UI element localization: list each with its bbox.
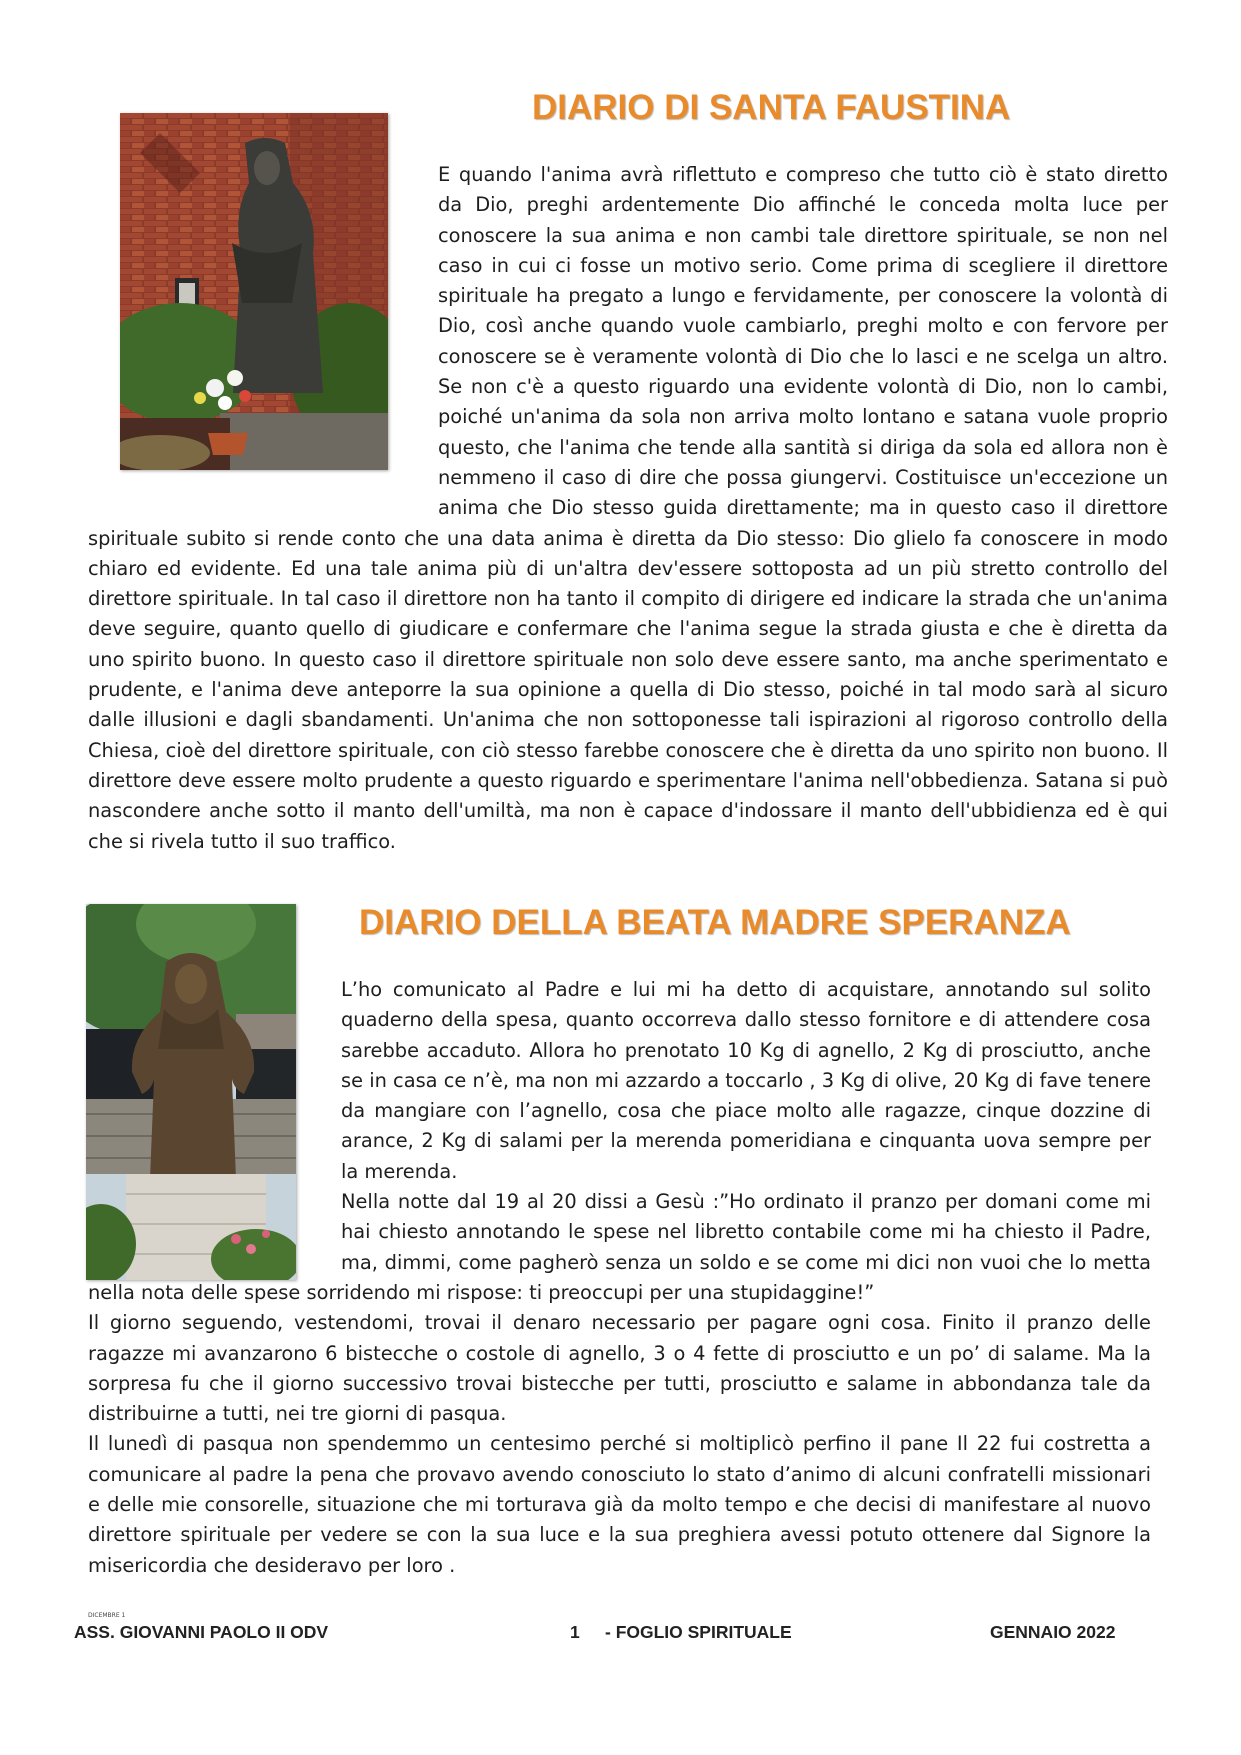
footer-sheet-title: - FOGLIO SPIRITUALE — [605, 1622, 792, 1642]
footer-page-number: 1 — [570, 1622, 580, 1642]
section1-body — [88, 160, 1168, 857]
section2-title: DIARIO DELLA BEATA MADRE SPERANZA — [359, 903, 1071, 942]
section1-paragraph: E quando l'anima avrà riflettuto e compreso che tutto ciò è stato diretto da Dio, preghi ardentemente Dio affinché le conceda molta luce per conoscere la sua anima e non cambi tale direttore spirituale, se non nel caso in cui ci fosse un motivo serio. Come prima di scegliere il direttore spirituale ha pregato a lungo e fervidamente, per conoscere la volontà di Dio, così anche quando vuole cambiarlo, preghi molto e con fervore per conoscere se è veramente volontà di Dio che lo lasci e ne scelga un altro. Se non c'è a questo riguardo una evidente volontà di Dio, non lo cambi, poiché un'anima da sola non arriva molto lontano e satana vuole proprio questo, che l'anima che tende alla santità si diriga da sola ed allora non è nemmeno il caso di dire che possa giungervi. Costituisce un'eccezione un anima che Dio stesso guida direttamente; ma in questo caso il direttore spirituale subito si rende conto che una data anima è diretta da Dio stesso: Dio glielo fa conoscere in modo chiaro ed evidente. Ed una tale anima più di un'altra dev'essere sottoposta ad un più stretto controllo del direttore spirituale. In tal caso il direttore non ha tanto il compito di dirigere ed indicare la strada che un'anima deve seguire, quanto quello di giudicare e confermare che l'anima segue la strada giusta e che è diretta da uno spirito buono. In questo caso il direttore spirituale non solo deve essere santo, ma anche sperimentato e prudente, e l'anima deve anteporre la sua opinione a quella di Dio stesso, poiché in tal modo sarà al sicuro dalle illusioni e dagli sbandamenti. Un'anima che non sottoponesse tali ispirazioni al rigoroso controllo della Chiesa, cioè del direttore spirituale, con ciò stesso farebbe conoscere che è diretta da uno spirito non buono. Il direttore deve essere molto prudente a questo riguardo e sperimentare l'anima nell'obbedienza. Satana si può nascondere anche sotto il manto dell'umiltà, ma non è capace d'indossare il manto dell'ubbidienza ed è qui che si rivela tutto il suo traffico. — [88, 163, 1168, 853]
section2-paragraph-2: Nella notte dal 19 al 20 dissi a Gesù :”Ho ordinato il pranzo per domani come mi hai chiesto annotando le spese nel libretto contabile come mi ha chiesto il Padre, ma, dimmi, come pagherò senza un soldo e se come mi dici non vuoi che lo metta nella nota delle spese sorridendo mi rispose: ti preoccupi per una stupidaggine!” — [88, 1190, 1151, 1304]
section1-title: DIARIO DI SANTA FAUSTINA — [532, 88, 1011, 127]
section2-float-spacer — [88, 975, 341, 1277]
section2-paragraph-4: Il lunedì di pasqua non spendemmo un centesimo perché si moltiplicò perfino il pane Il 22 fui costretta a comunicare al padre la pena che provavo avendo conosciuto lo stato d’animo di alcuni confratelli missionari e delle mie consorelle, situazione che mi torturava già da molto tempo e che decisi di manifestare al nuovo direttore spirituale per vedere se con la sua luce e la sua preghiera avessi potuto ottenere dal Signore la misericordia che desideravo per loro . — [88, 1432, 1151, 1577]
footer-date: GENNAIO 2022 — [990, 1622, 1116, 1642]
footer-association: ASS. GIOVANNI PAOLO II ODV — [74, 1622, 329, 1642]
section2-body — [88, 975, 1151, 1581]
section1-float-spacer — [88, 160, 438, 505]
section2-paragraph-3: Il giorno seguendo, vestendomi, trovai il denaro necessario per pagare ogni cosa. Finito il pranzo delle ragazze mi avanzarono 6 bistecche o costole di agnello, 3 o 4 fette di prosciutto e un po’ di salame. Ma la sorpresa fu che il giorno successivo trovai bistecche per tutti, prosciutto e salame in abbondanza tale da distribuirne a tutti, nei tre giorni di pasqua. — [88, 1311, 1151, 1426]
footer-tiny-note: DICEMBRE 1 — [88, 1612, 126, 1619]
section2-paragraph-1: L’ho comunicato al Padre e lui mi ha detto di acquistare, annotando sul solito quaderno della spesa, quanto occorreva dallo stesso fornitore e di attendere cosa sarebbe accaduto. Allora ho prenotato 10 Kg di agnello, 2 Kg di prosciutto, anche se in casa ce n’è, ma non mi azzardo a toccarlo , 3 Kg di olive, 20 Kg di fave tenere da mangiare con l’agnello, cosa che piace molto alle ragazze, cinque dozzine di arance, 2 Kg di salami per la merenda pomeridiana e cinquanta uova sempre per la merenda. — [341, 978, 1152, 1183]
